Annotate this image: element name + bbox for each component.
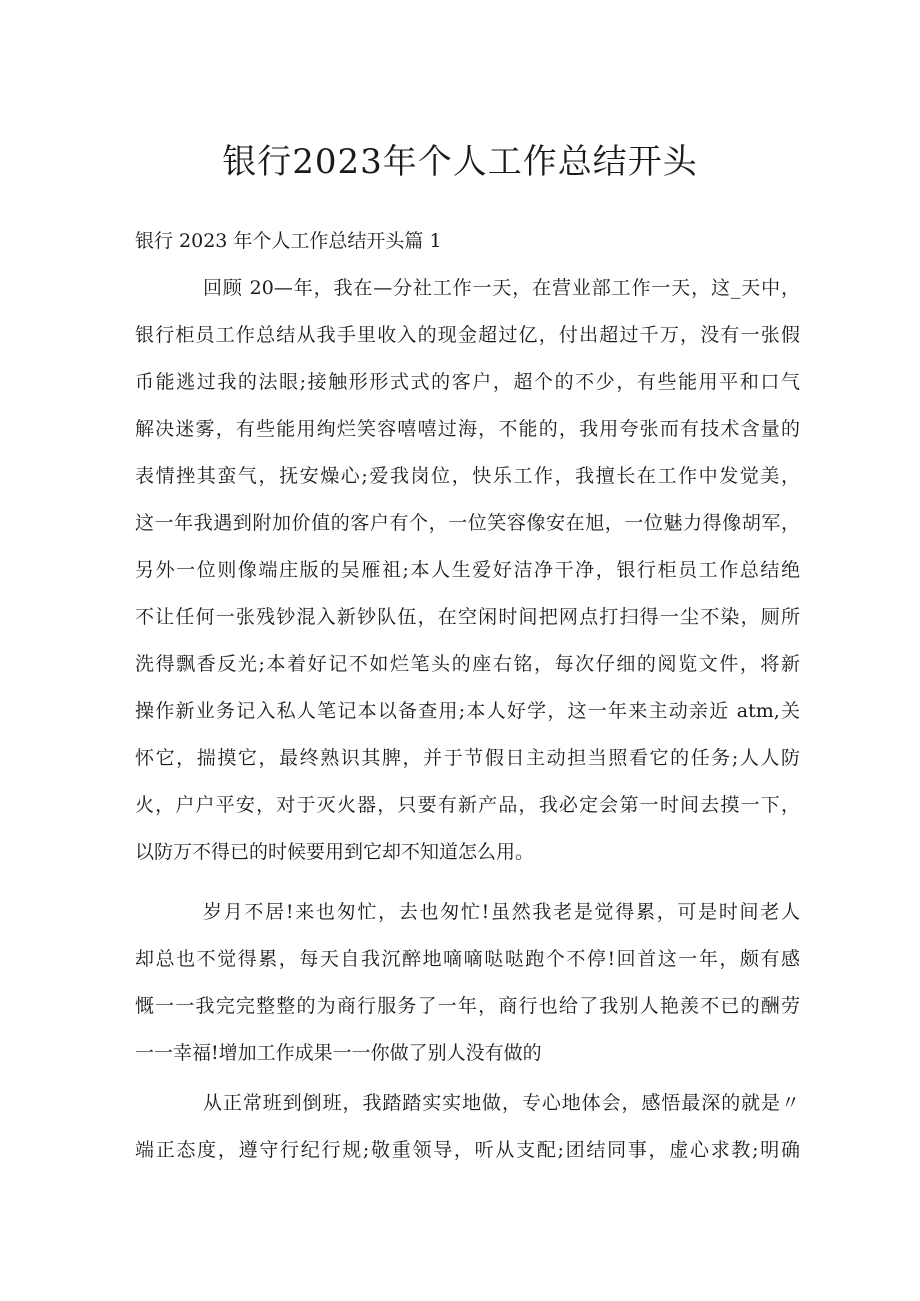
paragraph-1-line: 怀它，揣摸它，最终熟识其脾，并于节假日主动担当照看它的任务;人人防 — [135, 747, 800, 769]
paragraph-1-line: 以防万不得已的时候要用到它却不知道怎么用。 — [135, 841, 535, 863]
paragraph-1-line: 回顾 20—年，我在—分社工作一天，在营业部工作一天，这_天中， — [203, 277, 800, 299]
paragraph-1-line: 洗得飘香反光;本着好记不如烂笔头的座右铭，每次仔细的阅览文件，将新 — [135, 653, 800, 675]
paragraph-2-line: 岁月不居!来也匆忙，去也匆忙!虽然我老是觉得累，可是时间老人 — [203, 901, 800, 923]
paragraph-2-line: 却总也不觉得累，每天自我沉醉地嘀嘀哒哒跑个不停!回首这一年，颇有感 — [135, 948, 800, 970]
paragraph-1-line: 这一年我遇到附加价值的客户有个，一位笑容像安在旭，一位魅力得像胡军， — [135, 512, 800, 534]
paragraph-1-line: 操作新业务记入私人笔记本以备查用;本人好学，这一年来主动亲近 atm,关 — [135, 700, 800, 722]
paragraph-2-line: 一一幸福!增加工作成果一一你做了别人没有做的 — [135, 1042, 542, 1064]
paragraph-3-line: 从正常班到倒班，我踏踏实实地做，专心地体会，感悟最深的就是〃 — [203, 1092, 800, 1114]
paragraph-1-line: 银行柜员工作总结从我手里收入的现金超过亿，付出超过千万，没有一张假 — [135, 324, 800, 346]
paragraph-1-line: 解决迷雾，有些能用绚烂笑容嘻嘻过海，不能的，我用夸张而有技术含量的 — [135, 418, 800, 440]
paragraph-1-line: 不让任何一张残钞混入新钞队伍，在空闲时间把网点打扫得一尘不染，厕所 — [135, 606, 800, 628]
paragraph-3-line: 端正态度，遵守行纪行规;敬重领导，听从支配;团结同事，虚心求教;明确 — [135, 1139, 800, 1161]
paragraph-1-line: 币能逃过我的法眼;接触形形式式的客户，超个的不少，有些能用平和口气 — [135, 371, 800, 393]
section-heading: 银行 2023 年个人工作总结开头篇 1 — [135, 230, 442, 252]
paragraph-1-line: 另外一位则像端庄版的吴雁祖;本人生爱好洁净干净，银行柜员工作总结绝 — [135, 559, 800, 581]
paragraph-2-line: 慨一一我完完整整的为商行服务了一年，商行也给了我别人艳羡不已的酬劳 — [135, 995, 800, 1017]
document-title: 银行2023年个人工作总结开头 — [222, 142, 698, 182]
paragraph-1-line: 表情挫其蛮气，抚安燥心;爱我岗位，快乐工作，我擅长在工作中发觉美， — [135, 465, 800, 487]
paragraph-1-line: 火，户户平安，对于灭火器，只要有新产品，我必定会第一时间去摸一下， — [135, 794, 800, 816]
